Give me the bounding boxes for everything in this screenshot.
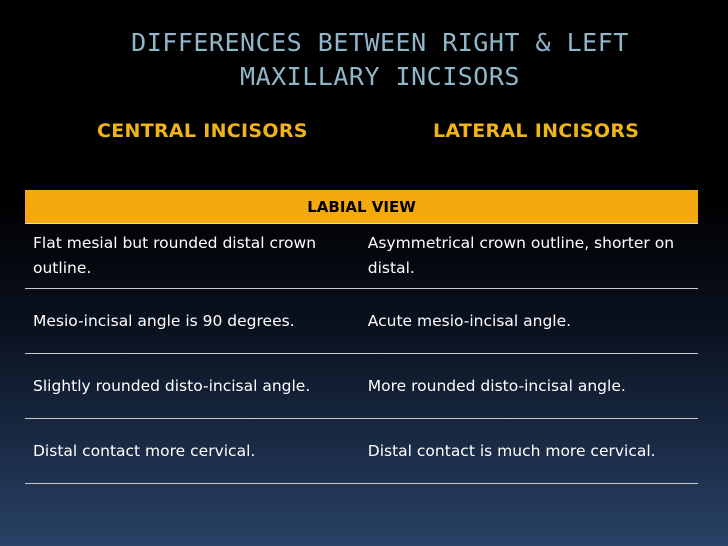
slide-title xyxy=(60,26,700,94)
lateral-incisor-cell: Acute mesio-incisal angle. xyxy=(358,289,698,354)
table-row xyxy=(25,354,698,419)
central-incisor-cell: Distal contact more cervical. xyxy=(25,419,358,484)
table-row xyxy=(25,224,698,289)
central-incisor-cell: Slightly rounded disto-incisal angle. xyxy=(25,354,358,419)
central-incisor-cell: Flat mesial but rounded distal crown outline. xyxy=(25,224,358,289)
subheading-lateral-incisors: LATERAL INCISORS xyxy=(433,120,640,142)
slide-title-line-2: MAXILLARY INCISORS xyxy=(240,62,520,91)
central-incisor-cell: Mesio-incisal angle is 90 degrees. xyxy=(25,289,358,354)
comparison-table xyxy=(25,190,698,484)
lateral-incisor-cell: More rounded disto-incisal angle. xyxy=(358,354,698,419)
table-header-row xyxy=(25,190,698,224)
slide-title-line-1: DIFFERENCES BETWEEN RIGHT & LEFT xyxy=(131,28,629,57)
lateral-incisor-cell: Distal contact is much more cervical. xyxy=(358,419,698,484)
subheading-central-incisors: CENTRAL INCISORS xyxy=(97,120,308,142)
lateral-incisor-cell: Asymmetrical crown outline, shorter on distal. xyxy=(358,224,698,289)
table-row xyxy=(25,419,698,484)
table-row xyxy=(25,289,698,354)
table-header-labial-view: LABIAL VIEW xyxy=(25,190,698,224)
